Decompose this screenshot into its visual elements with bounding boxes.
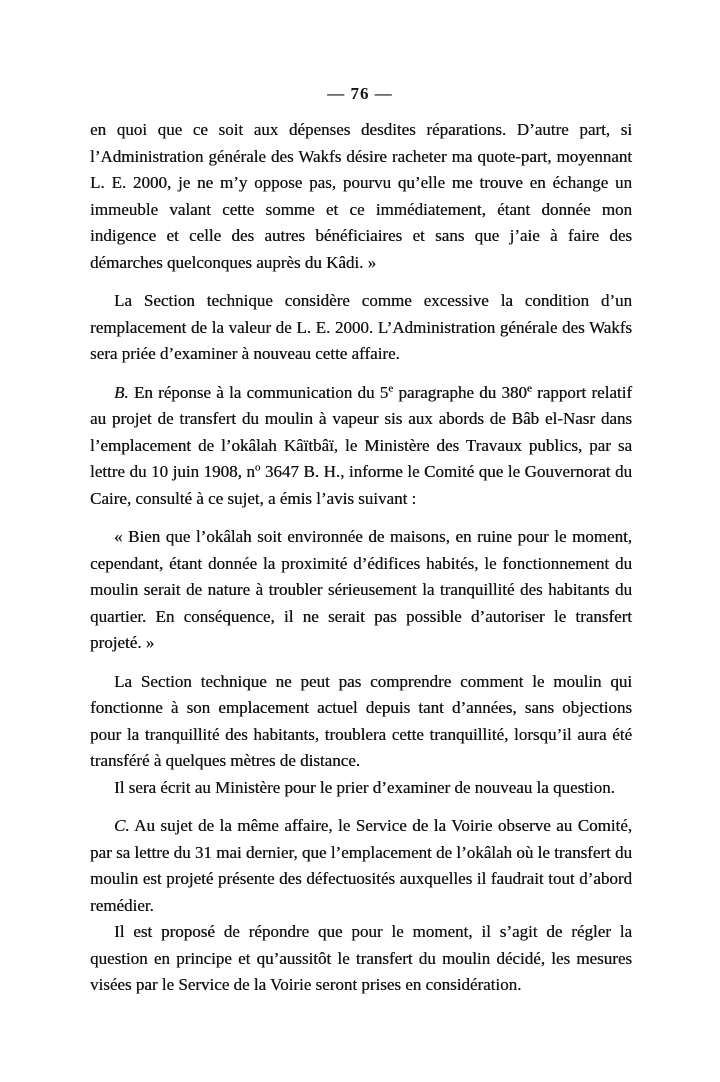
paragraph [90, 288, 632, 368]
paragraph-text: rapport relatif au projet de transfert du moulin à vapeur sis aux abords de Bâb el-Nasr dans l’emplacement de l’okâlah Kâïtbâï, le Ministère des Travaux publics, par sa lettre du 10 juin 1908, n [90, 382, 632, 481]
paragraph-text: Au sujet de la même affaire, le Service de la Voirie observe au Comité, par sa lettre du 31 mai dernier, que l’emplacement de l’okâlah où le transfert du moulin est projeté présente des défectuosités auxquelles il faudrait tout d’abord remédier. [90, 816, 632, 915]
paragraph-lead-letter: C. [114, 816, 130, 835]
paragraph-text: Il sera écrit au Ministère pour le prier d’examiner de nouveau la question. [114, 777, 615, 797]
paragraph-text: « Bien que l’okâlah soit environnée de maisons, en ruine pour le moment, cependant, étant donnée la proximité d’édifices habités, le fonctionnement du moulin serait de nature à troubler sérieusement la tranquillité des habitants du quartier. En conséquence, il ne serait pas possible d’autoriser le transfert projeté. » [90, 527, 632, 652]
ordinal-superscript: o [254, 461, 261, 474]
paragraph [90, 919, 632, 999]
paragraph-text: Il est proposé de répondre que pour le moment, il s’agit de régler la question en principe et qu’aussitôt le transfert du moulin décidé, les mesures visées par le Service de la Voirie seront prises en considération. [90, 922, 632, 994]
ordinal-superscript: e [388, 381, 394, 394]
paragraph-text: La Section technique ne peut pas comprendre comment le moulin qui fonctionne à son emplacement actuel depuis tant d’années, sans objections pour la tranquillité des habitants, troublera cette tranquillité, lorsqu’il aura été transféré à quelques mètres de distance. [90, 671, 632, 770]
paragraph [90, 524, 632, 657]
paragraph-text: 3647 B. H., informe le Comité que le Gouvernorat du Caire, consulté à ce sujet, a émis l’avis suivant : [90, 462, 632, 508]
paragraph [90, 775, 632, 802]
paragraph [90, 813, 632, 919]
page-body [90, 117, 632, 999]
paragraph-lead-letter: B. [114, 382, 129, 402]
page-number-header: — 76 — [327, 84, 393, 103]
paragraph [90, 669, 632, 775]
ordinal-superscript: e [526, 381, 532, 394]
paragraph-text: paragraphe du 380 [393, 382, 527, 402]
paragraph-text: La Section technique considère comme excessive la condition d’un remplacement de la valeur de L. E. 2000. L’Administration générale des Wakfs sera priée d’examiner à nouveau cette affaire. [90, 291, 632, 363]
paragraph [90, 117, 632, 276]
paragraph-text: En réponse à la communication du 5 [128, 382, 389, 402]
paragraph-text: en quoi que ce soit aux dépenses desdites réparations. D’autre part, si l’Administration générale des Wakfs désire racheter ma quote-part, moyennant L. E. 2000, je ne m’y oppose pas, pourvu qu’elle me trouve en échange un immeuble valant cette somme et ce immédiatement, étant donnée mon indigence et celle des autres bénéficiaires et sans que j’aie à faire des démarches quelconques auprès du Kâdi. » [90, 120, 632, 272]
paragraph [90, 380, 632, 513]
